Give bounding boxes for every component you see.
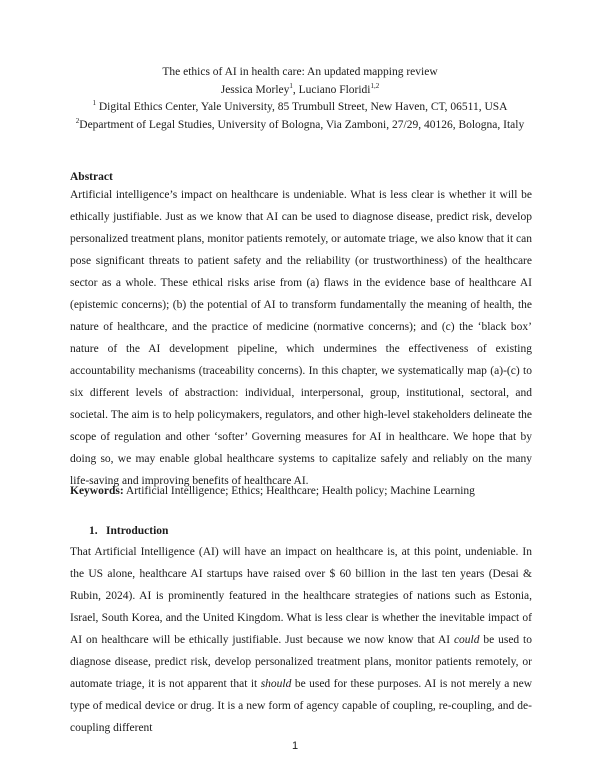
keywords-line [70,485,532,497]
intro-paragraph [70,541,532,739]
author-superscript: 1 [289,81,293,90]
title-block [70,64,530,134]
author-superscript: 1,2 [370,81,380,90]
intro-emphasis: could [453,634,480,646]
affiliation-superscript: 1 [92,99,96,108]
author-line [70,82,530,100]
keywords-label: Keywords: [70,485,124,497]
affiliation-1 [70,99,530,117]
keywords-text: Artificial Intelligence; Ethics; Healthcare; Health policy; Machine Learning [123,485,475,497]
affiliation-text: Department of Legal Studies, University of Bologna, Via Zamboni, 27/29, 40126, Bologna, Italy [79,118,525,131]
intro-text: be used to diagnose disease, predict risk, develop personalized treatment plans, monitor patients remotely, or automate triage, it is not apparent that it [70,634,532,690]
intro-text: That Artificial Intelligence (AI) will have an impact on healthcare is, at this point, undeniable. In the US alone, healthcare AI startups have raised over $ 60 billion in the last ten years (Desai & Rubin, 2024). AI is prominently featured in the healthcare strategies of nations such as Estonia, Israel, South Korea, and the United Kingdom. What is less clear is whether the inevitable impact of AI on healthcare will be ethically justifiable. Just because we now know that AI [70,546,532,646]
intro-text: be used for these purposes. AI is not merely a new type of medical device or drug. It is a new form of agency capable of coupling, re-coupling, and de-coupling different [70,678,532,734]
author-separator: , [292,83,299,96]
affiliation-text: Digital Ethics Center, Yale University, 85 Trumbull Street, New Haven, CT, 06511, USA [96,101,508,113]
section-number: 1. [89,525,98,537]
intro-emphasis: should [260,678,292,690]
section-title: Introduction [106,525,169,537]
section-heading [89,525,168,537]
paper-title: The ethics of AI in health care: An updated mapping review [162,66,438,78]
affiliation-2 [70,117,530,135]
author-name: Luciano Floridi [298,83,371,96]
abstract-body: Artificial intelligence’s impact on healthcare is undeniable. What is less clear is whether it will be ethically justifiable. Just as we know that AI can be used to diagnose disease, predict risk, develop personalized treatment plans, monitor patients remotely, or automate triage, we also know that it can pose significant threats to patient safety and the reliability (or trustworthiness) of the healthcare sector as a whole. These ethical risks arise from (a) flaws in the evidence base of healthcare AI (epistemic concerns); (b) the potential of AI to transform fundamentally the meaning of health, the nature of healthcare, and the practice of medicine (normative concerns); and (c) the ‘black box’ nature of the AI development pipeline, which undermines the effectiveness of existing accountability mechanisms (traceability concerns). In this chapter, we systematically map (a)-(c) to six different levels of abstraction: individual, interpersonal, group, institutional, sectoral, and societal. The aim is to help policymakers, regulators, and other high-level stakeholders delineate the scope of regulation and other ‘softer’ Governing measures for AI in healthcare. We hope that by doing so, we may enable global healthcare systems to capitalize safely and reliably on the many life-saving and improving benefits of healthcare AI. [70,189,532,487]
affiliation-superscript: 2 [75,116,80,125]
author-name: Jessica Morley [220,83,290,96]
page-number: 1 [292,740,299,752]
abstract-heading: Abstract [70,171,113,183]
